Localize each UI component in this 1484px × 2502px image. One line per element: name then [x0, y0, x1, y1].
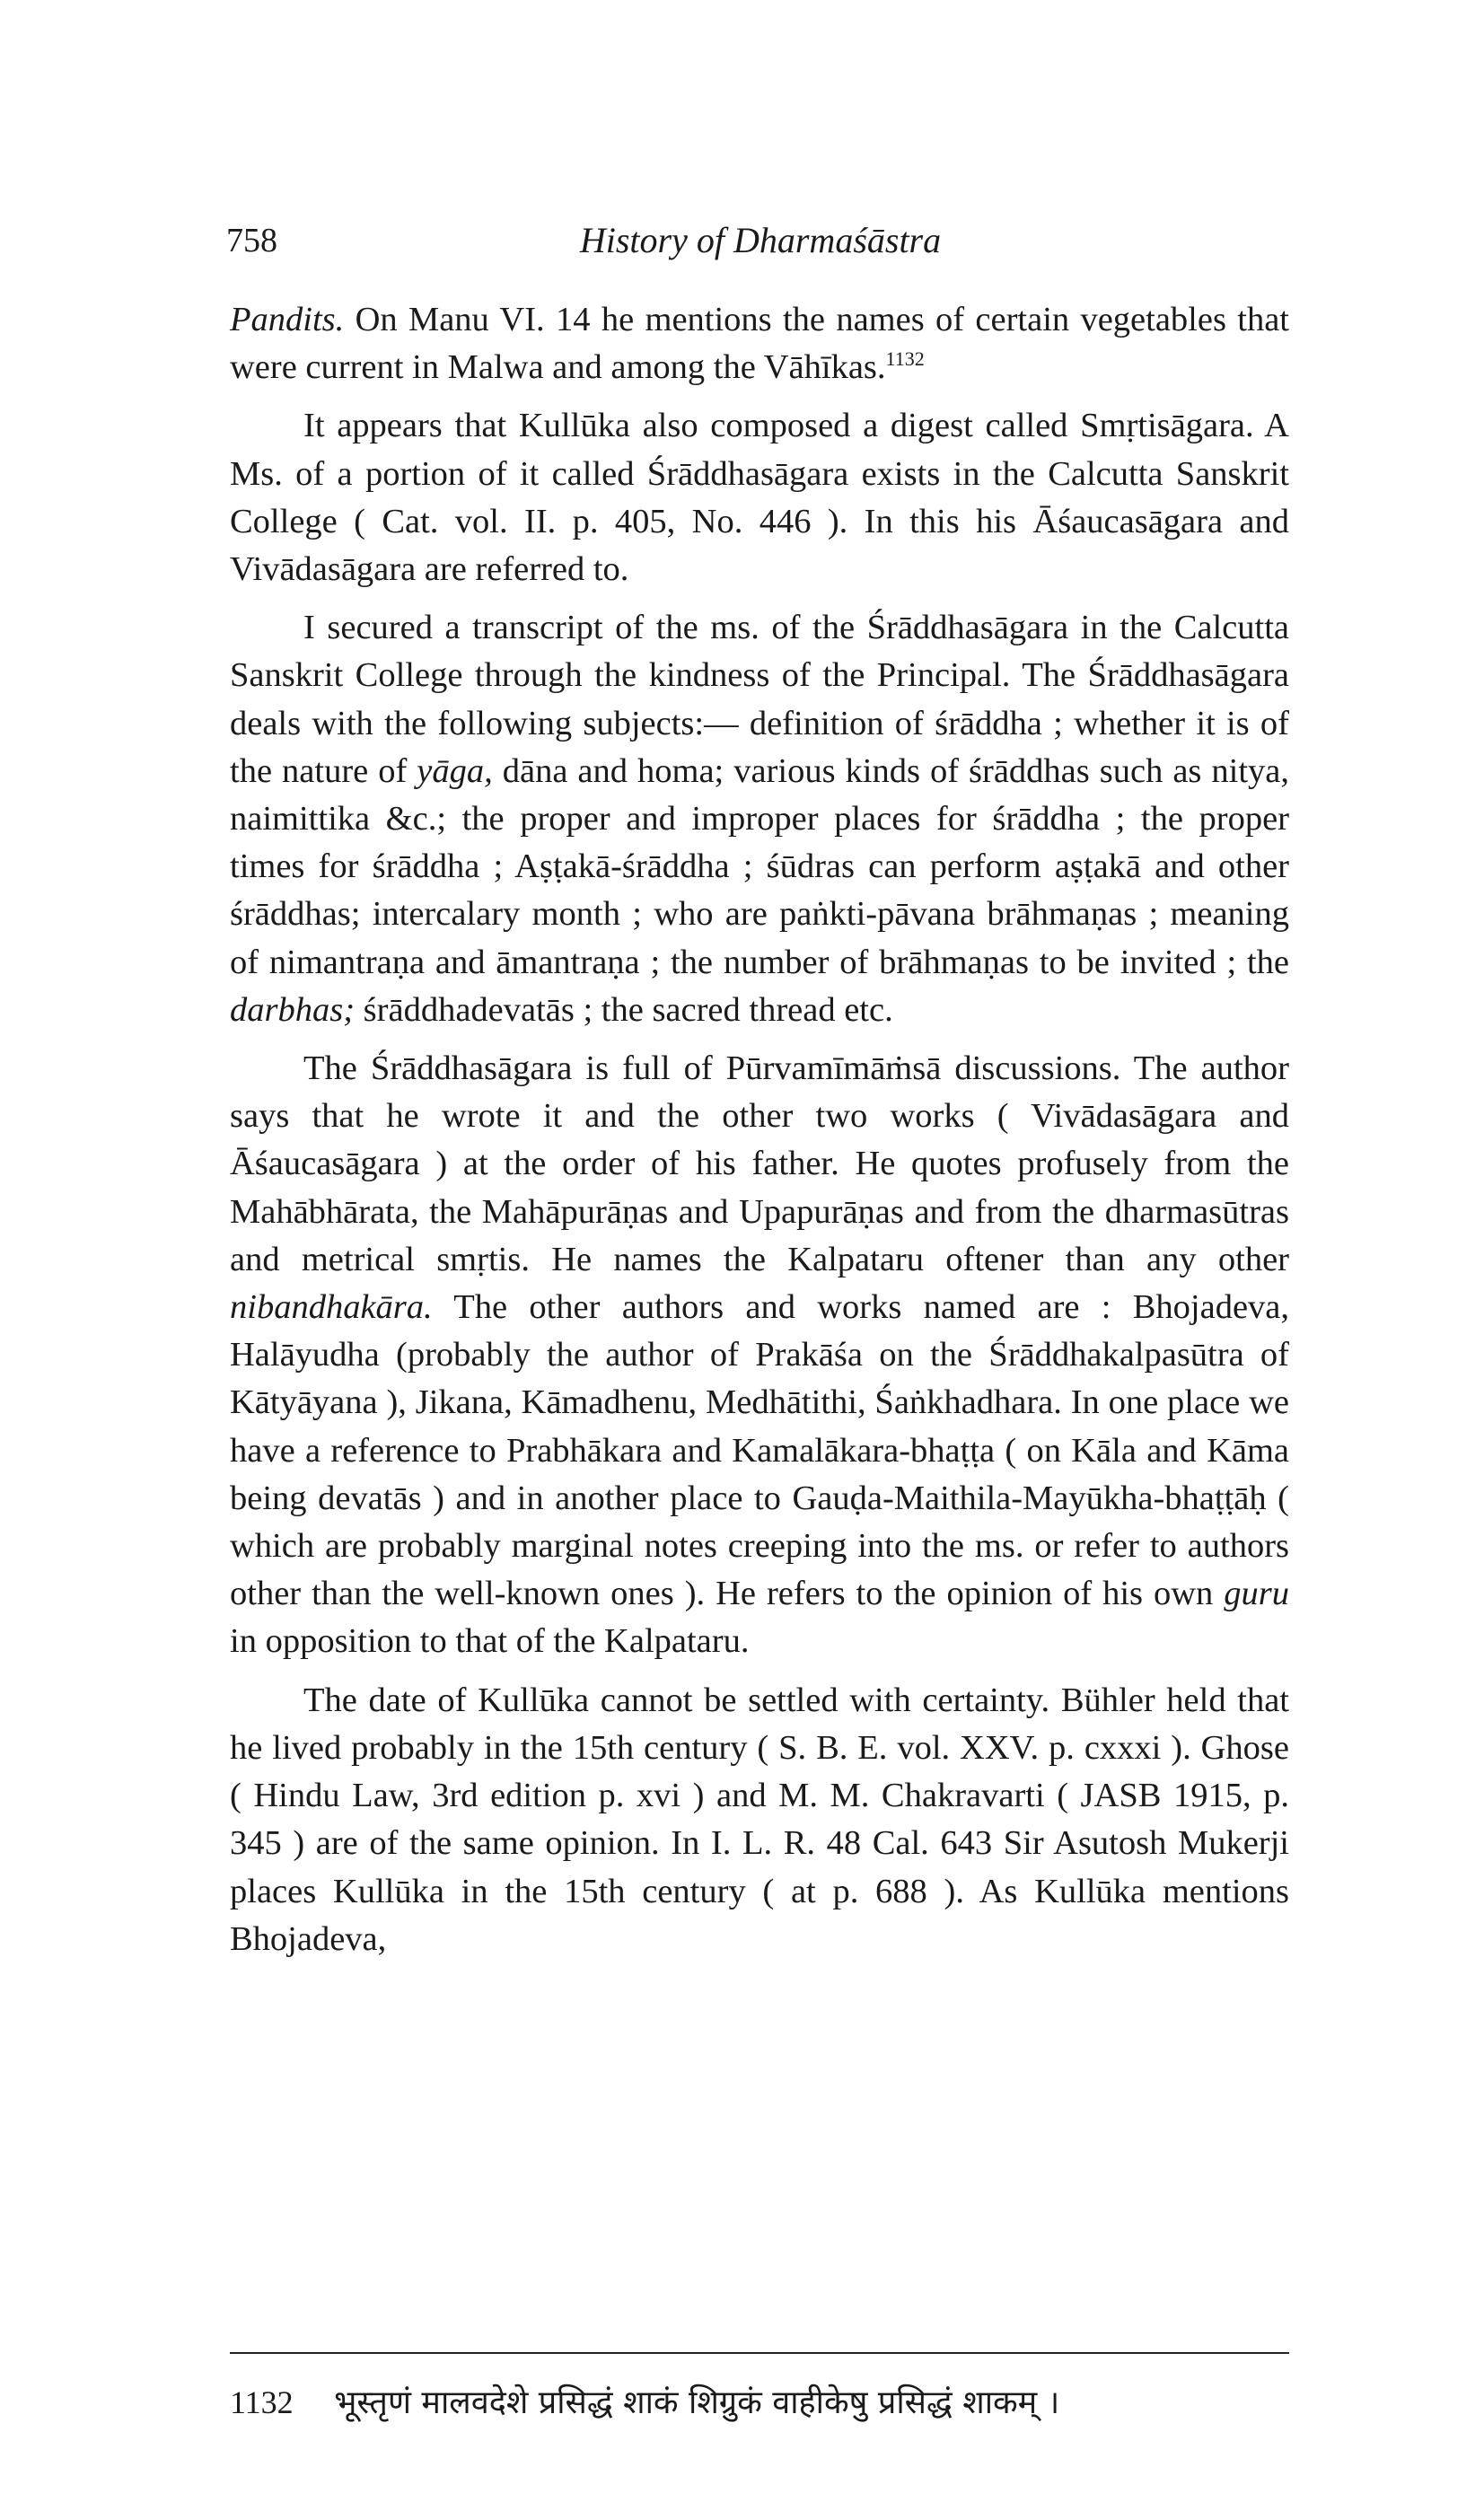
paragraph-text: I secured a transcript of the ms. of the Śrāddhasāgara in the Calcutta Sanskrit College through the kindness of the Principal. The Śrāddhasāgara deals with the following subjects:— definition of śrāddha ; whether it is of the nature of: [230, 609, 1289, 790]
paragraph-text: On Manu VI. 14 he mentions the names of certain vegetables that were current in Malwa and among the Vāhīkas.: [230, 301, 1289, 387]
footnote-number: 1132: [230, 2384, 294, 2420]
italic-text: yāga,: [417, 751, 493, 790]
body-text: [230, 296, 1289, 1974]
running-title: History of Dharmaśāstra: [579, 220, 942, 260]
paragraph: [230, 1677, 1289, 1963]
paragraph-text: dāna and homa; various kinds of śrāddhas such as nitya, naimittika &c.; the proper and improper places for śrāddha ; the proper times for śrāddha ; Aṣṭakā-śrāddha ; śūdras can perform aṣṭakā and other śrāddhas; intercalary month ; who are paṅkti-pāvana brāhmaṇas ; meaning of nimantraṇa and āmantraṇa ; the number of brāhmaṇas to be invited ; the: [230, 751, 1289, 981]
paragraph-text: The other authors and works named are : Bhojadeva, Halāyudha (probably the author of Prakāśa on the Śrāddhakalpasūtra of Kātyāyana ), Jikana, Kāmadhenu, Medhātithi, Śaṅkhadhara. In one place we have a reference to Prabhākara and Kamalākara-bhaṭṭa ( on Kāla and Kāma being devatās ) and in another place to Gauḍa-Maithila-Mayūkha-bhaṭṭāḥ ( which are probably marginal notes creeping into the ms. or refer to authors other than the well-known ones ). He refers to the opinion of his own: [230, 1288, 1289, 1613]
footnote-divider: [230, 2352, 1289, 2354]
paragraph-text: It appears that Kullūka also composed a digest called Smṛtisāgara. A Ms. of a portion of it called Śrāddhasāgara exists in the Calcutta Sanskrit College ( Cat. vol. II. p. 405, No. 446 ). In this his Āśaucasāgara and Vivādasāgara are referred to.: [230, 407, 1289, 589]
italic-text: nibandhakāra.: [230, 1288, 433, 1327]
paragraph: [230, 1045, 1289, 1666]
footnote-text: भूस्तृणं मालवदेशे प्रसिद्धं शाकं शिग्रुकं वाहीकेषु प्रसिद्धं शाकम् ।: [334, 2384, 1060, 2421]
paragraph: [230, 604, 1289, 1034]
paragraph-text: in opposition to that of the Kalpataru.: [230, 1622, 750, 1661]
page-header: [226, 214, 1295, 268]
paragraph-text: śrāddhadevatās ; the sacred thread etc.: [355, 990, 893, 1029]
italic-text: darbhas;: [230, 990, 356, 1029]
paragraph-text: The date of Kullūka cannot be settled with certainty. Bühler held that he lived probably in the 15th century ( S. B. E. vol. XXV. p. cxxxi ). Ghose ( Hindu Law, 3rd edition p. xvi ) and M. M. Chakravarti ( JASB 1915, p. 345 ) are of the same opinion. In I. L. R. 48 Cal. 643 Sir Asutosh Mukerji places Kullūka in the 15th century ( at p. 688 ). As Kullūka mentions Bhojadeva,: [230, 1681, 1289, 1958]
paragraph: [230, 402, 1289, 593]
footnote-reference: 1132: [885, 347, 925, 371]
page-number: 758: [226, 222, 277, 259]
footnote: [230, 2379, 1289, 2427]
paragraph-text: The Śrāddhasāgara is full of Pūrvamīmāṁsā discussions. The author says that he wrote it and the other two works ( Vivādasāgara and Āśaucasāgara ) at the order of his father. He quotes profusely from the Mahābhārata, the Mahāpurāṇas and Upapurāṇas and from the dharmasūtras and metrical smṛtis. He names the Kalpataru oftener than any other: [230, 1049, 1289, 1278]
paragraph: [230, 296, 1289, 391]
italic-text: Pandits.: [230, 301, 345, 338]
italic-text: guru: [1224, 1575, 1289, 1613]
